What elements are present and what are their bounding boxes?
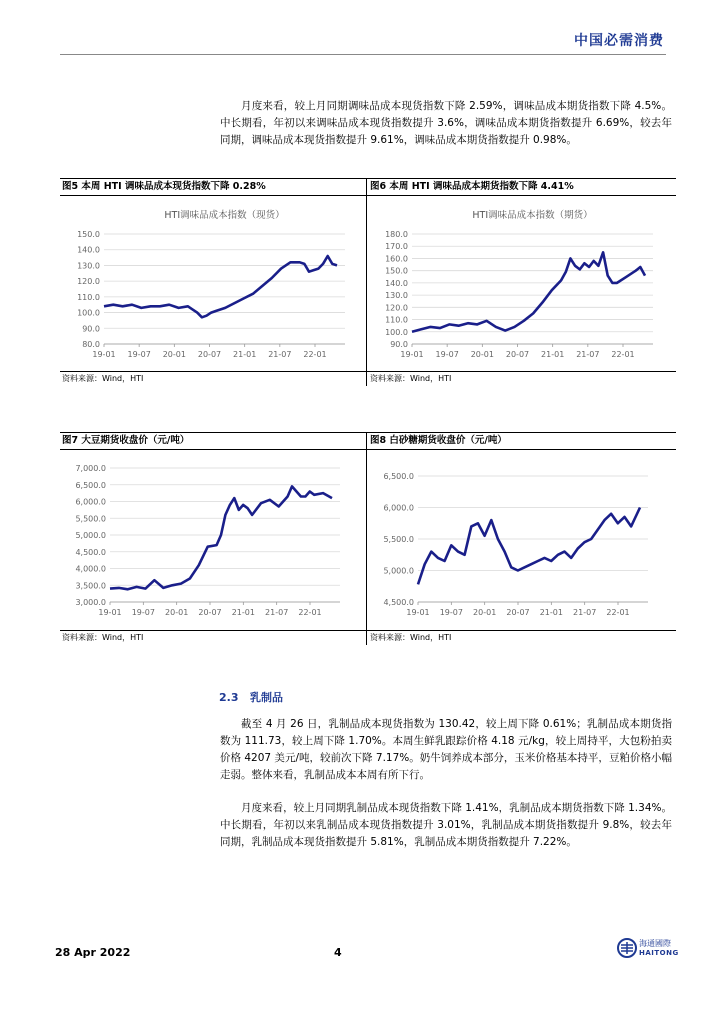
y-tick-label: 100.0: [385, 327, 408, 337]
y-tick-label: 120.0: [385, 303, 408, 313]
x-tick-label: 19-07: [435, 350, 459, 359]
y-tick-label: 3,000.0: [75, 598, 106, 607]
x-tick-label: 19-07: [439, 608, 463, 617]
section-heading: [219, 689, 283, 705]
x-tick-label: 19-01: [98, 608, 122, 617]
figure-6-source: 资料来源：Wind，HTI: [368, 371, 676, 386]
figure-7-caption: 图7 大豆期货收盘价（元/吨）: [60, 432, 368, 450]
paragraph-top-text: 月度来看，较上月同期调味品成本现货指数下降 2.59%，调味品成本期货指数下降 4.5%。中长期看，年初以来调味品成本现货指数提升 3.6%，调味品成本期货指数提升 6.69%，较去年同期，调味品成本现货指数提升 9.61%，调味品成本期货指数提升 0.98%。: [220, 100, 672, 146]
logo-icon: [617, 938, 637, 958]
x-tick-label: 22-01: [606, 608, 630, 617]
y-tick-label: 6,500.0: [75, 480, 106, 490]
y-tick-label: 120.0: [77, 277, 100, 287]
figure-divider-2: [366, 432, 367, 645]
x-tick-label: 21-01: [541, 350, 565, 359]
chart-title: HTI调味品成本指数（期货）: [472, 210, 593, 221]
series-line: [418, 508, 640, 585]
y-tick-label: 5,000.0: [383, 566, 414, 576]
x-tick-label: 20-07: [198, 608, 222, 617]
x-tick-label: 20-07: [506, 608, 530, 617]
x-tick-label: 22-01: [298, 608, 322, 617]
figure-6: [368, 178, 676, 438]
y-tick-label: 6,000.0: [75, 497, 106, 507]
x-tick-label: 19-01: [92, 350, 116, 359]
x-tick-label: 20-01: [473, 608, 497, 617]
chart-spot-index: [60, 198, 368, 378]
y-tick-label: 100.0: [77, 308, 100, 318]
paragraph-dairy-1: [220, 716, 672, 784]
figure-6-caption: 图6 本周 HTI 调味品成本期货指数下降 4.41%: [368, 178, 676, 196]
y-tick-label: 4,500.0: [75, 547, 106, 557]
paragraph-dairy-2: [220, 800, 672, 851]
x-tick-label: 19-07: [131, 608, 155, 617]
y-tick-label: 4,500.0: [383, 598, 414, 607]
y-tick-label: 130.0: [77, 261, 100, 271]
x-tick-label: 21-01: [231, 608, 255, 617]
page-number: 4: [334, 946, 342, 959]
x-tick-label: 20-07: [505, 350, 530, 359]
x-tick-label: 20-01: [165, 608, 189, 617]
x-tick-label: 21-07: [268, 350, 292, 359]
chart-futures-index: [368, 198, 673, 378]
haitong-logo: [617, 936, 681, 962]
x-tick-label: 19-01: [400, 350, 424, 359]
y-tick-label: 180.0: [385, 230, 408, 239]
y-tick-label: 7,000.0: [75, 464, 106, 473]
paragraph-dairy-1-text: 截至 4 月 26 日，乳制品成本现货指数为 130.42，较上周下降 0.61%；乳制品成本期货指数为 111.73，较上周下降 1.70%。本周生鲜乳跟踪价格 4.18 元/kg，较上周持平，大包粉拍卖价格 4207 美元/吨，较前次下降 7.17%。奶牛饲养成本部分，玉米价格基本持平，豆粕价格小幅走弱。整体来看，乳制品成本本周有所下行。: [220, 718, 672, 781]
figure-7: [60, 432, 368, 692]
figure-divider: [366, 178, 367, 386]
x-tick-label: 20-01: [162, 350, 186, 359]
figure-5-source: 资料来源：Wind，HTI: [60, 371, 368, 386]
figure-7-source: 资料来源：Wind，HTI: [60, 630, 368, 645]
y-tick-label: 5,500.0: [75, 514, 106, 524]
x-tick-label: 21-01: [233, 350, 257, 359]
y-tick-label: 90.0: [82, 324, 100, 334]
y-tick-label: 3,500.0: [75, 581, 106, 591]
figure-8-caption: 图8 白砂糖期货收盘价（元/吨）: [368, 432, 676, 450]
logo-text-en: HAITONG: [639, 949, 679, 957]
y-tick-label: 80.0: [82, 340, 100, 349]
x-tick-label: 19-01: [406, 608, 430, 617]
x-tick-label: 20-01: [470, 350, 494, 359]
y-tick-label: 110.0: [385, 315, 408, 325]
y-tick-label: 150.0: [77, 230, 100, 239]
section-title: 乳制品: [250, 691, 283, 704]
y-tick-label: 5,000.0: [75, 531, 106, 540]
header-title: 中国必需消费: [574, 33, 664, 49]
x-tick-label: 21-07: [573, 608, 597, 617]
figure-8: [368, 432, 676, 692]
header-rule: [60, 54, 666, 55]
x-tick-label: 20-07: [197, 350, 222, 359]
section-number: 2.3: [219, 691, 239, 704]
y-tick-label: 150.0: [385, 266, 408, 276]
y-tick-label: 5,500.0: [383, 535, 414, 544]
figure-5: [60, 178, 368, 438]
y-tick-label: 170.0: [385, 242, 408, 252]
y-tick-label: 160.0: [385, 254, 408, 264]
x-tick-label: 21-01: [539, 608, 563, 617]
paragraph-top: [220, 98, 672, 149]
y-tick-label: 90.0: [390, 340, 408, 349]
x-tick-label: 21-07: [576, 350, 600, 359]
x-tick-label: 22-01: [611, 350, 635, 359]
chart-soybean-futures: [60, 452, 368, 637]
chart-sugar-futures: [368, 452, 673, 637]
chart-title: HTI调味品成本指数（现货）: [164, 210, 285, 221]
y-tick-label: 130.0: [385, 291, 408, 301]
x-tick-label: 22-01: [303, 350, 327, 359]
paragraph-dairy-2-text: 月度来看，较上月同期乳制品成本现货指数下降 1.41%，乳制品成本期货指数下降 1.34%。中长期看，年初以来乳制品成本现货指数提升 3.01%，乳制品成本期货指数提升 9.8%，较去年同期，乳制品成本现货指数提升 5.81%，乳制品成本期货指数提升 7.22%。: [220, 802, 672, 848]
x-tick-label: 19-07: [127, 350, 151, 359]
figure-8-source: 资料来源：Wind，HTI: [368, 630, 676, 645]
footer-date: 28 Apr 2022: [55, 946, 131, 959]
figure-5-caption: 图5 本周 HTI 调味品成本现货指数下降 0.28%: [60, 178, 368, 196]
y-tick-label: 6,000.0: [383, 503, 414, 513]
logo-text-cn: 海通國際: [639, 939, 671, 948]
x-tick-label: 21-07: [265, 608, 289, 617]
y-tick-label: 140.0: [77, 245, 100, 255]
y-tick-label: 4,000.0: [75, 564, 106, 574]
y-tick-label: 6,500.0: [383, 472, 414, 481]
y-tick-label: 140.0: [385, 278, 408, 288]
y-tick-label: 110.0: [77, 292, 100, 302]
